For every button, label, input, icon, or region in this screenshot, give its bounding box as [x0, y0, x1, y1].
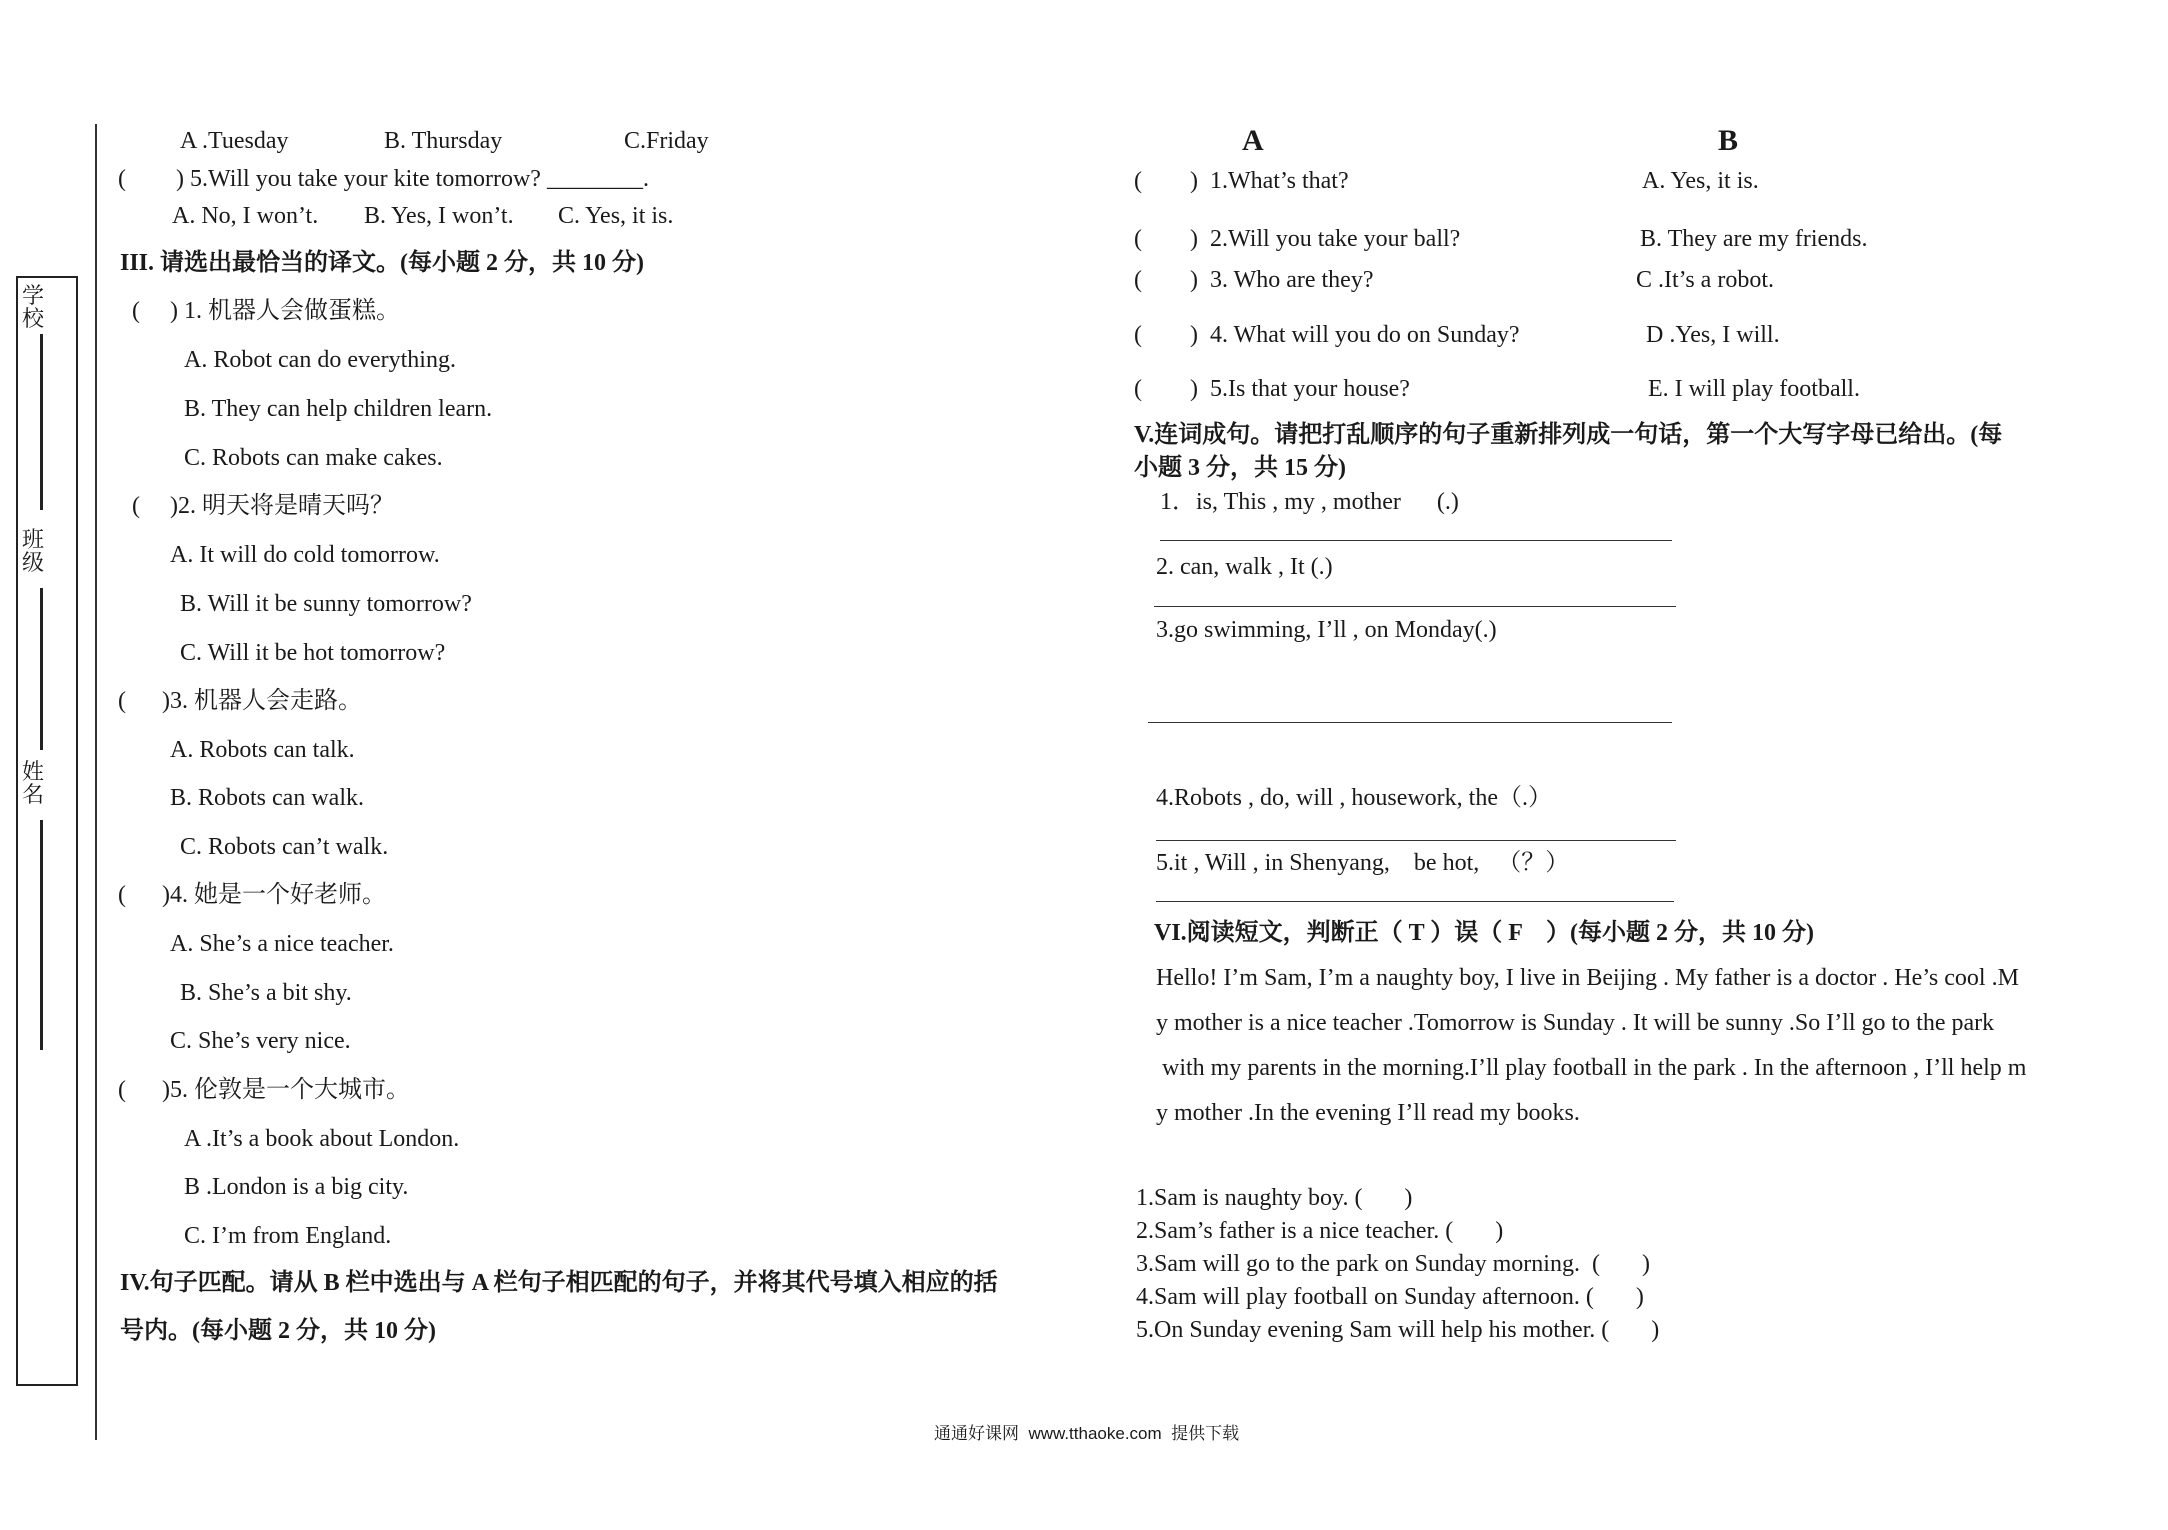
s4-row1-bracket: ( )	[1134, 168, 1198, 194]
s4-row2-b: B. They are my friends.	[1640, 226, 1868, 252]
school-label: 学校	[22, 283, 45, 332]
s3-q2-option-b: B. Will it be sunny tomorrow?	[180, 591, 472, 617]
s5-item1: 1．is, This , my , mother (.)	[1160, 489, 1459, 515]
q5-option-a: A. No, I won’t.	[172, 203, 319, 229]
s3-q1-option-a: A. Robot can do everything.	[184, 347, 456, 373]
footer-source: 通通好课网 www.tthaoke.com 提供下载	[934, 1424, 1240, 1443]
s3-q2: ( )2. 明天将是晴天吗？	[132, 493, 394, 519]
s3-q4-option-c: C. She’s very nice.	[170, 1028, 351, 1054]
name-fill-line	[40, 820, 43, 1050]
q5-bracket-close: )	[176, 166, 184, 192]
section4-title-line1: IV.句子匹配。请从 B 栏中选出与 A 栏句子相匹配的句子，并将其代号填入相应的括	[120, 1270, 998, 1296]
class-label: 班级	[22, 527, 45, 576]
binding-margin-box	[16, 276, 78, 1386]
binding-line	[95, 124, 97, 1440]
s4-row1-b: A. Yes, it is.	[1642, 168, 1759, 194]
section5-title-line2: 小题 3 分，共 15 分)	[1134, 455, 1346, 481]
s4-row5-a: 5.Is that your house?	[1210, 376, 1410, 402]
s4-row4-b: D .Yes, I will.	[1646, 322, 1780, 348]
passage-line-1: Hello! I’m Sam, I’m a naughty boy, I live in Beijing . My father is a doctor . He’s cool .M	[1156, 965, 2019, 991]
s4-row5-b: E. I will play football.	[1648, 376, 1860, 402]
s3-q5-option-b: B .London is a big city.	[184, 1174, 409, 1200]
s4-row3-bracket: ( )	[1134, 267, 1198, 293]
q5-option-b: B. Yes, I won’t.	[364, 203, 514, 229]
s5-answer-line-3	[1148, 722, 1672, 723]
q4-option-c: C.Friday	[624, 128, 709, 154]
s4-row4-a: 4. What will you do on Sunday?	[1210, 322, 1520, 348]
q5-bracket-open: (	[118, 166, 126, 192]
s3-q2-option-c: C. Will it be hot tomorrow?	[180, 640, 446, 666]
s3-q1-option-c: C. Robots can make cakes.	[184, 445, 443, 471]
s3-q2-option-a: A. It will do cold tomorrow.	[170, 542, 440, 568]
school-fill-line	[40, 334, 43, 510]
statement-3: 3.Sam will go to the park on Sunday morning. ( )	[1136, 1251, 1650, 1277]
s3-q4: ( )4. 她是一个好老师。	[118, 882, 386, 908]
s3-q5-option-a: A .It’s a book about London.	[184, 1126, 460, 1152]
section3-title: III. 请选出最恰当的译文。(每小题 2 分，共 10 分)	[120, 250, 645, 276]
s4-row3-b: C .It’s a robot.	[1636, 267, 1774, 293]
column-b-header: B	[1718, 124, 1739, 157]
s3-q4-option-a: A. She’s a nice teacher.	[170, 931, 394, 957]
s4-row2-a: 2.Will you take your ball?	[1210, 226, 1461, 252]
s4-row5-bracket: ( )	[1134, 376, 1198, 402]
section5-title-line1: V.连词成句。请把打乱顺序的句子重新排列成一句话，第一个大写字母已给出。(每	[1134, 422, 2003, 448]
s5-item4: 4.Robots , do, will , housework, the（.）	[1156, 785, 1552, 811]
q5-question: 5.Will you take your kite tomorrow? ________.	[190, 166, 649, 192]
passage-line-3: with my parents in the morning.I’ll play football in the park . In the afternoon , I’ll help m	[1156, 1055, 2027, 1081]
s3-q4-option-b: B. She’s a bit shy.	[180, 980, 352, 1006]
s3-q5: ( )5. 伦敦是一个大城市。	[118, 1077, 410, 1103]
s5-answer-line-5	[1156, 901, 1674, 902]
statement-1: 1.Sam is naughty boy. ( )	[1136, 1185, 1413, 1211]
s5-item3: 3.go swimming, I’ll , on Monday(.)	[1156, 617, 1497, 643]
q4-option-a: A .Tuesday	[180, 128, 289, 154]
s3-q1-option-b: B. They can help children learn.	[184, 396, 493, 422]
s5-answer-line-2	[1154, 606, 1676, 607]
column-a-header: A	[1242, 124, 1264, 157]
s5-item2: 2. can, walk , It (.)	[1156, 554, 1333, 580]
s3-q3-option-a: A. Robots can talk.	[170, 737, 355, 763]
s4-row2-bracket: ( )	[1134, 226, 1198, 252]
s4-row3-a: 3. Who are they?	[1210, 267, 1374, 293]
s3-q3: ( )3. 机器人会走路。	[118, 688, 362, 714]
q4-option-b: B. Thursday	[384, 128, 503, 154]
statement-4: 4.Sam will play football on Sunday afternoon. ( )	[1136, 1284, 1644, 1310]
s4-row4-bracket: ( )	[1134, 322, 1198, 348]
s3-q5-option-c: C. I’m from England.	[184, 1223, 392, 1249]
s5-answer-line-1	[1160, 540, 1672, 541]
s5-answer-line-4	[1156, 840, 1676, 841]
statement-5: 5.On Sunday evening Sam will help his mother. ( )	[1136, 1317, 1660, 1343]
section6-title: VI.阅读短文，判断正（ T ）误（ F ）(每小题 2 分，共 10 分)	[1154, 920, 1814, 946]
name-label: 姓名	[22, 759, 45, 808]
class-fill-line	[40, 588, 43, 750]
passage-line-2: y mother is a nice teacher .Tomorrow is Sunday . It will be sunny .So I’ll go to the park	[1156, 1010, 1995, 1036]
s3-q3-option-c: C. Robots can’t walk.	[180, 834, 389, 860]
section4-title-line2: 号内。(每小题 2 分，共 10 分)	[120, 1318, 436, 1344]
q5-option-c: C. Yes, it is.	[558, 203, 674, 229]
s5-item5: 5.it , Will , in Shenyang, be hot, （？）	[1156, 850, 1570, 876]
s3-q3-option-b: B. Robots can walk.	[170, 785, 364, 811]
statement-2: 2.Sam’s father is a nice teacher. ( )	[1136, 1218, 1504, 1244]
s4-row1-a: 1.What’s that?	[1210, 168, 1349, 194]
passage-line-4: y mother .In the evening I’ll read my books.	[1156, 1100, 1580, 1126]
s3-q1: ( ) 1. 机器人会做蛋糕。	[132, 298, 400, 324]
